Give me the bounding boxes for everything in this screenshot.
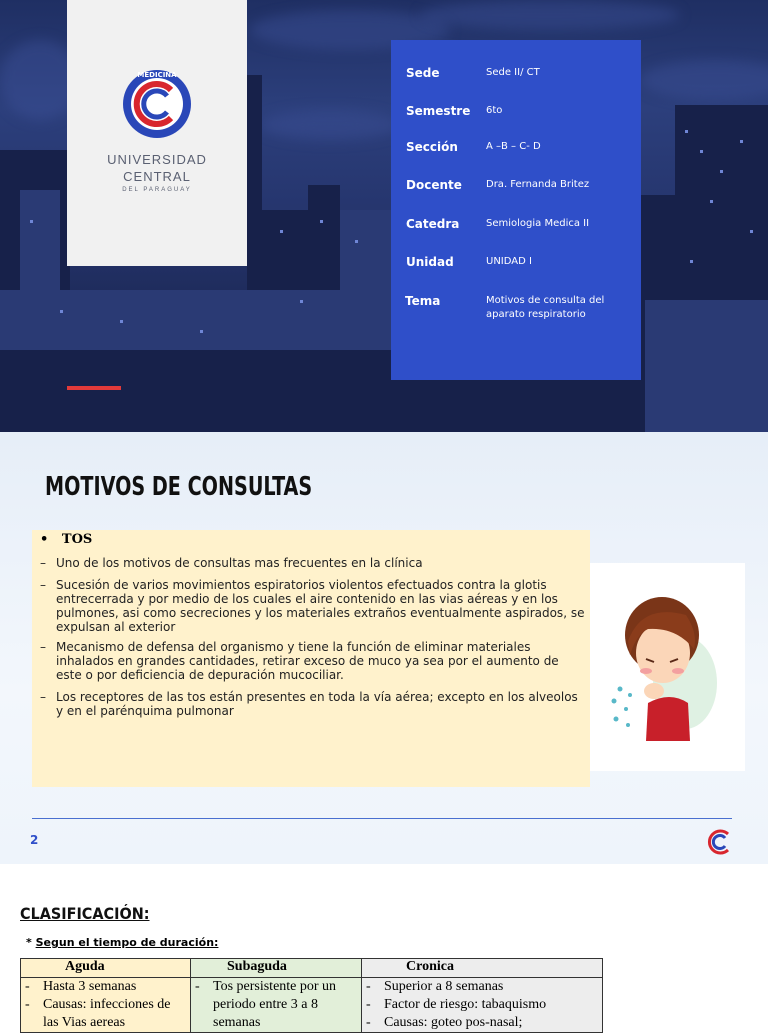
dash-marker: – (40, 556, 46, 570)
logo-card (67, 0, 247, 266)
info-label: Tema (405, 294, 441, 308)
dash-marker: – (40, 690, 46, 704)
dash-marker: - (25, 997, 30, 1012)
logo-ring-text: MEDICINA (137, 71, 177, 79)
info-value: Semiologia Medica II (486, 218, 590, 229)
table-cell (362, 978, 603, 1033)
list-item (25, 996, 186, 1032)
content-slide (0, 432, 768, 864)
info-value: Sede II/ CT (486, 67, 540, 78)
bullet-symbol: • (40, 532, 49, 547)
info-value: Dra. Fernanda Britez (486, 179, 590, 190)
university-logo-small-icon (706, 828, 732, 856)
info-label: Catedra (406, 217, 460, 231)
coughing-person-icon (590, 563, 745, 771)
list-item (40, 556, 585, 572)
dash-marker: - (366, 997, 371, 1012)
list-item-text: Uno de los motivos de consultas mas frecuentes en la clínica (56, 556, 423, 570)
list-item-text: Mecanismo de defensa del organismo y tiene la función de eliminar materiales inhalados en grandes cantidades, retirar exceso de muco ya sea por el aumento de este o por deficiencia de depuración mucociliar. (56, 640, 559, 682)
dash-marker: - (25, 979, 30, 994)
info-label: Sede (406, 66, 440, 80)
course-info-card (391, 40, 641, 380)
classification-slide (0, 864, 768, 1030)
cell-text: Causas: goteo pos-nasal; (384, 1015, 523, 1030)
info-label: Docente (406, 178, 462, 192)
info-value: A –B – C- D (486, 141, 541, 152)
page-number: 2 (30, 833, 39, 847)
subtitle-star: * (26, 936, 32, 949)
table-cell (21, 978, 191, 1033)
list-item-text: Sucesión de varios movimientos espiratorios violentos efectuados contra la glotis entrecerrada y por medio de los cuales el aire contenido en las vias aéreas y en los pulmones, asi como secreciones y los materiales extraños eventualmente aspirados, se expulsan al exterior (56, 578, 585, 634)
info-label: Sección (406, 140, 458, 154)
classification-title: CLASIFICACIÓN: (20, 904, 150, 923)
list-item-text: Los receptores de las tos están presentes en toda la vía aérea; excepto en los alveolos y en el parénquima pulmonar (56, 690, 578, 718)
main-bullet (40, 532, 92, 547)
cell-text: Hasta 3 semanas (43, 979, 137, 994)
footer-divider (32, 818, 732, 819)
content-box (32, 530, 590, 787)
classification-subtitle (26, 936, 218, 949)
column-header-subaguda: Subaguda (191, 959, 362, 978)
dash-marker: - (366, 1015, 371, 1030)
list-item (40, 578, 585, 636)
logo-university-name-2: CENTRAL (123, 169, 191, 184)
info-value: UNIDAD I (486, 256, 532, 267)
cell-text: Causas: infecciones de las Vias aereas (43, 997, 171, 1030)
list-item (40, 690, 585, 720)
main-bullet-label: TOS (61, 532, 93, 547)
logo-country: DEL PARAGUAY (122, 187, 192, 193)
list-item (366, 978, 598, 996)
info-value: 6to (486, 105, 503, 116)
slide-title: MOTIVOS DE CONSULTAS (45, 472, 313, 502)
column-header-cronica: Cronica (362, 959, 603, 978)
university-logo-icon (121, 68, 193, 140)
cell-text: Superior a 8 semanas (384, 979, 504, 994)
column-header-aguda: Aguda (21, 959, 191, 978)
info-label: Unidad (406, 255, 454, 269)
cell-text: Factor de riesgo: tabaquismo (384, 997, 547, 1012)
list-item (366, 996, 598, 1014)
coughing-illustration (590, 563, 745, 771)
list-item (366, 1014, 598, 1032)
table-cell (191, 978, 362, 1033)
logo-university-name: UNIVERSIDAD (107, 152, 207, 167)
accent-line (67, 386, 121, 390)
cell-text: Tos persistente por un periodo entre 3 a 8 semanas (213, 979, 337, 1030)
info-label: Semestre (406, 104, 471, 118)
classification-table (20, 958, 603, 1033)
dash-marker: - (195, 979, 200, 994)
title-slide (0, 0, 768, 432)
dash-marker: – (40, 578, 46, 592)
subtitle-text: Segun el tiempo de duración: (35, 936, 219, 949)
dash-marker: - (366, 979, 371, 994)
info-value: Motivos de consulta del aparato respiratorio (486, 295, 605, 320)
list-item (40, 640, 585, 684)
dash-marker: – (40, 640, 46, 654)
list-item (25, 978, 186, 996)
